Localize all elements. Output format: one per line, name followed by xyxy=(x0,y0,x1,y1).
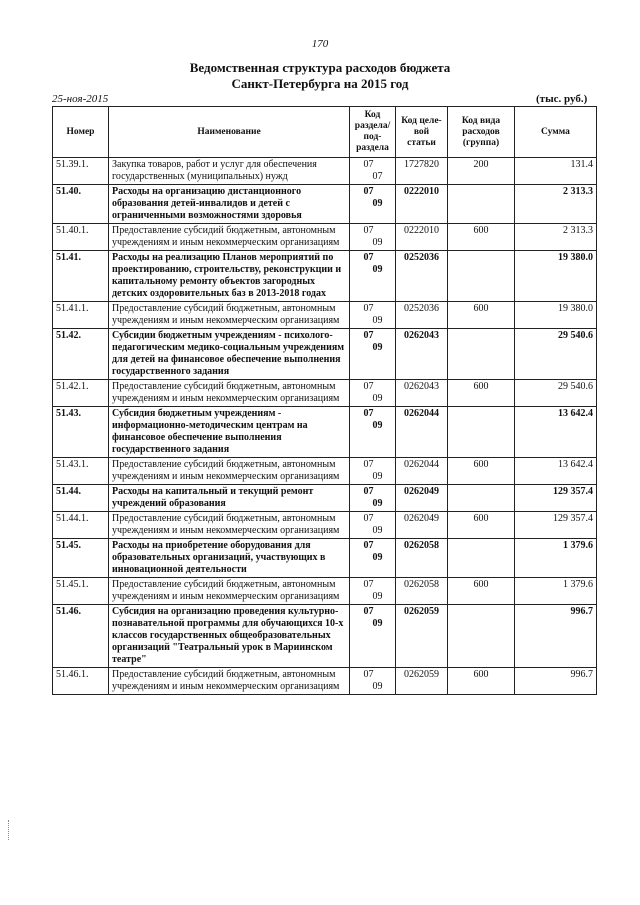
row-target-code: 0262049 xyxy=(396,485,448,512)
row-number: 51.40.1. xyxy=(53,224,109,251)
row-sum: 131.4 xyxy=(515,158,597,185)
currency-unit: (тыс. руб.) xyxy=(536,93,588,105)
row-name: Расходы на капитальный и текущий ремонт учреждений образования xyxy=(109,485,350,512)
row-target-code: 0222010 xyxy=(396,224,448,251)
row-target-code: 1727820 xyxy=(396,158,448,185)
header-target: Код целе-вой статьи xyxy=(396,107,448,158)
row-number: 51.39.1. xyxy=(53,158,109,185)
row-target-code: 0262058 xyxy=(396,539,448,578)
section-code: 07 xyxy=(363,606,374,617)
row-section xyxy=(350,224,396,251)
row-target-code: 0262043 xyxy=(396,380,448,407)
row-sum: 996.7 xyxy=(515,605,597,668)
subsection-code: 09 xyxy=(372,315,383,326)
table-row xyxy=(53,605,597,668)
table-row xyxy=(53,407,597,458)
document-title xyxy=(0,60,640,92)
section-code: 07 xyxy=(363,540,374,551)
row-sum: 13 642.4 xyxy=(515,407,597,458)
row-expense-type xyxy=(448,605,515,668)
document-date: 25-ноя-2015 xyxy=(52,93,109,105)
row-target-code: 0262059 xyxy=(396,605,448,668)
section-code: 07 xyxy=(363,381,374,392)
subsection-code: 07 xyxy=(372,171,383,182)
row-sum: 1 379.6 xyxy=(515,578,597,605)
row-number: 51.43.1. xyxy=(53,458,109,485)
row-name: Расходы на приобретение оборудования для образовательных организаций, участвующих в инновационной деятельности xyxy=(109,539,350,578)
table-row xyxy=(53,251,597,302)
row-sum: 29 540.6 xyxy=(515,380,597,407)
row-section xyxy=(350,185,396,224)
row-sum: 19 380.0 xyxy=(515,302,597,329)
table-row xyxy=(53,380,597,407)
section-code: 07 xyxy=(363,669,374,680)
row-number: 51.46. xyxy=(53,605,109,668)
row-name: Субсидии бюджетным учреждениям - психолого-педагогическим медико-социальным учреждениям для детей на финансовое обеспечение выполнения государственного задания xyxy=(109,329,350,380)
subsection-code: 09 xyxy=(372,681,383,692)
row-sum: 129 357.4 xyxy=(515,485,597,512)
row-sum: 996.7 xyxy=(515,668,597,695)
row-expense-type: 600 xyxy=(448,512,515,539)
row-section xyxy=(350,578,396,605)
row-name: Расходы на организацию дистанционного образования детей-инвалидов и детей с ограниченными возможностями здоровья xyxy=(109,185,350,224)
row-section xyxy=(350,539,396,578)
table-row xyxy=(53,224,597,251)
row-name: Предоставление субсидий бюджетным, автономным учреждениям и иным некоммерческим организациям xyxy=(109,302,350,329)
row-name: Предоставление субсидий бюджетным, автономным учреждениям и иным некоммерческим организациям xyxy=(109,458,350,485)
row-name: Предоставление субсидий бюджетным, автономным учреждениям и иным некоммерческим организациям xyxy=(109,512,350,539)
section-code: 07 xyxy=(363,486,374,497)
subsection-code: 09 xyxy=(372,198,383,209)
section-code: 07 xyxy=(363,252,374,263)
subsection-code: 09 xyxy=(372,264,383,275)
row-expense-type: 200 xyxy=(448,158,515,185)
row-section xyxy=(350,512,396,539)
row-number: 51.44.1. xyxy=(53,512,109,539)
row-section xyxy=(350,407,396,458)
title-line-2: Санкт-Петербурга на 2015 год xyxy=(231,76,409,91)
subsection-code: 09 xyxy=(372,618,383,629)
row-expense-type xyxy=(448,251,515,302)
budget-table xyxy=(52,106,597,695)
subsection-code: 09 xyxy=(372,237,383,248)
row-name: Предоставление субсидий бюджетным, автономным учреждениям и иным некоммерческим организациям xyxy=(109,380,350,407)
subsection-code: 09 xyxy=(372,420,383,431)
row-target-code: 0262049 xyxy=(396,512,448,539)
row-expense-type: 600 xyxy=(448,302,515,329)
title-line-1: Ведомственная структура расходов бюджета xyxy=(189,60,451,75)
row-sum: 2 313.3 xyxy=(515,185,597,224)
row-name: Предоставление субсидий бюджетным, автономным учреждениям и иным некоммерческим организациям xyxy=(109,578,350,605)
row-target-code: 0262043 xyxy=(396,329,448,380)
section-code: 07 xyxy=(363,330,374,341)
table-row xyxy=(53,512,597,539)
row-sum: 19 380.0 xyxy=(515,251,597,302)
subsection-code: 09 xyxy=(372,393,383,404)
row-section xyxy=(350,605,396,668)
row-expense-type: 600 xyxy=(448,668,515,695)
subsection-code: 09 xyxy=(372,342,383,353)
row-target-code: 0262058 xyxy=(396,578,448,605)
row-name: Субсидия на организацию проведения культурно-познавательной программы для обучающихся 10-х классов государственных общеобразовательных организаций "Театральный урок в Мариинском театре" xyxy=(109,605,350,668)
row-target-code: 0262044 xyxy=(396,407,448,458)
section-code: 07 xyxy=(363,513,374,524)
row-sum: 129 357.4 xyxy=(515,512,597,539)
section-code: 07 xyxy=(363,159,374,170)
section-code: 07 xyxy=(363,303,374,314)
row-name: Расходы на реализацию Планов мероприятий по проектированию, строительству, реконструкции и капитальному ремонту объектов загородных детских оздоровительных баз в 2013-2018 годах xyxy=(109,251,350,302)
row-target-code: 0222010 xyxy=(396,185,448,224)
row-sum: 13 642.4 xyxy=(515,458,597,485)
table-row xyxy=(53,539,597,578)
table-row xyxy=(53,668,597,695)
margin-mark xyxy=(8,820,10,840)
subsection-code: 09 xyxy=(372,552,383,563)
row-number: 51.42.1. xyxy=(53,380,109,407)
section-code: 07 xyxy=(363,186,374,197)
row-name: Предоставление субсидий бюджетным, автономным учреждениям и иным некоммерческим организациям xyxy=(109,224,350,251)
header-section: Код раздела/ под-раздела xyxy=(350,107,396,158)
row-name: Субсидия бюджетным учреждениям - информационно-методическим центрам на финансовое обеспечение выполнения государственного задания xyxy=(109,407,350,458)
row-number: 51.45.1. xyxy=(53,578,109,605)
table-row xyxy=(53,185,597,224)
section-code: 07 xyxy=(363,408,374,419)
row-sum: 2 313.3 xyxy=(515,224,597,251)
row-name: Закупка товаров, работ и услуг для обеспечения государственных (муниципальных) нужд xyxy=(109,158,350,185)
table-header-row xyxy=(53,107,597,158)
row-sum: 1 379.6 xyxy=(515,539,597,578)
row-number: 51.46.1. xyxy=(53,668,109,695)
row-number: 51.44. xyxy=(53,485,109,512)
row-section xyxy=(350,668,396,695)
row-number: 51.41. xyxy=(53,251,109,302)
subsection-code: 09 xyxy=(372,525,383,536)
subsection-code: 09 xyxy=(372,591,383,602)
row-expense-type xyxy=(448,539,515,578)
row-name: Предоставление субсидий бюджетным, автономным учреждениям и иным некоммерческим организациям xyxy=(109,668,350,695)
header-name: Наименование xyxy=(109,107,350,158)
row-number: 51.42. xyxy=(53,329,109,380)
row-expense-type: 600 xyxy=(448,458,515,485)
row-expense-type: 600 xyxy=(448,224,515,251)
row-target-code: 0252036 xyxy=(396,251,448,302)
section-code: 07 xyxy=(363,579,374,590)
table-row xyxy=(53,302,597,329)
row-target-code: 0262044 xyxy=(396,458,448,485)
header-number: Номер xyxy=(53,107,109,158)
section-code: 07 xyxy=(363,459,374,470)
row-expense-type xyxy=(448,485,515,512)
row-number: 51.40. xyxy=(53,185,109,224)
row-section xyxy=(350,251,396,302)
subsection-code: 09 xyxy=(372,498,383,509)
table-row xyxy=(53,485,597,512)
row-sum: 29 540.6 xyxy=(515,329,597,380)
row-expense-type xyxy=(448,185,515,224)
header-sum: Сумма xyxy=(515,107,597,158)
row-section xyxy=(350,485,396,512)
table-row xyxy=(53,578,597,605)
row-expense-type xyxy=(448,407,515,458)
table-row xyxy=(53,458,597,485)
row-section xyxy=(350,380,396,407)
row-section xyxy=(350,158,396,185)
row-number: 51.41.1. xyxy=(53,302,109,329)
table-row xyxy=(53,329,597,380)
subsection-code: 09 xyxy=(372,471,383,482)
row-target-code: 0262059 xyxy=(396,668,448,695)
row-expense-type: 600 xyxy=(448,578,515,605)
row-section xyxy=(350,302,396,329)
row-section xyxy=(350,329,396,380)
row-expense-type: 600 xyxy=(448,380,515,407)
row-section xyxy=(350,458,396,485)
table-row xyxy=(53,158,597,185)
section-code: 07 xyxy=(363,225,374,236)
row-target-code: 0252036 xyxy=(396,302,448,329)
row-number: 51.45. xyxy=(53,539,109,578)
row-number: 51.43. xyxy=(53,407,109,458)
header-type: Код вида расходов (группа) xyxy=(448,107,515,158)
page-number: 170 xyxy=(311,38,329,50)
row-expense-type xyxy=(448,329,515,380)
